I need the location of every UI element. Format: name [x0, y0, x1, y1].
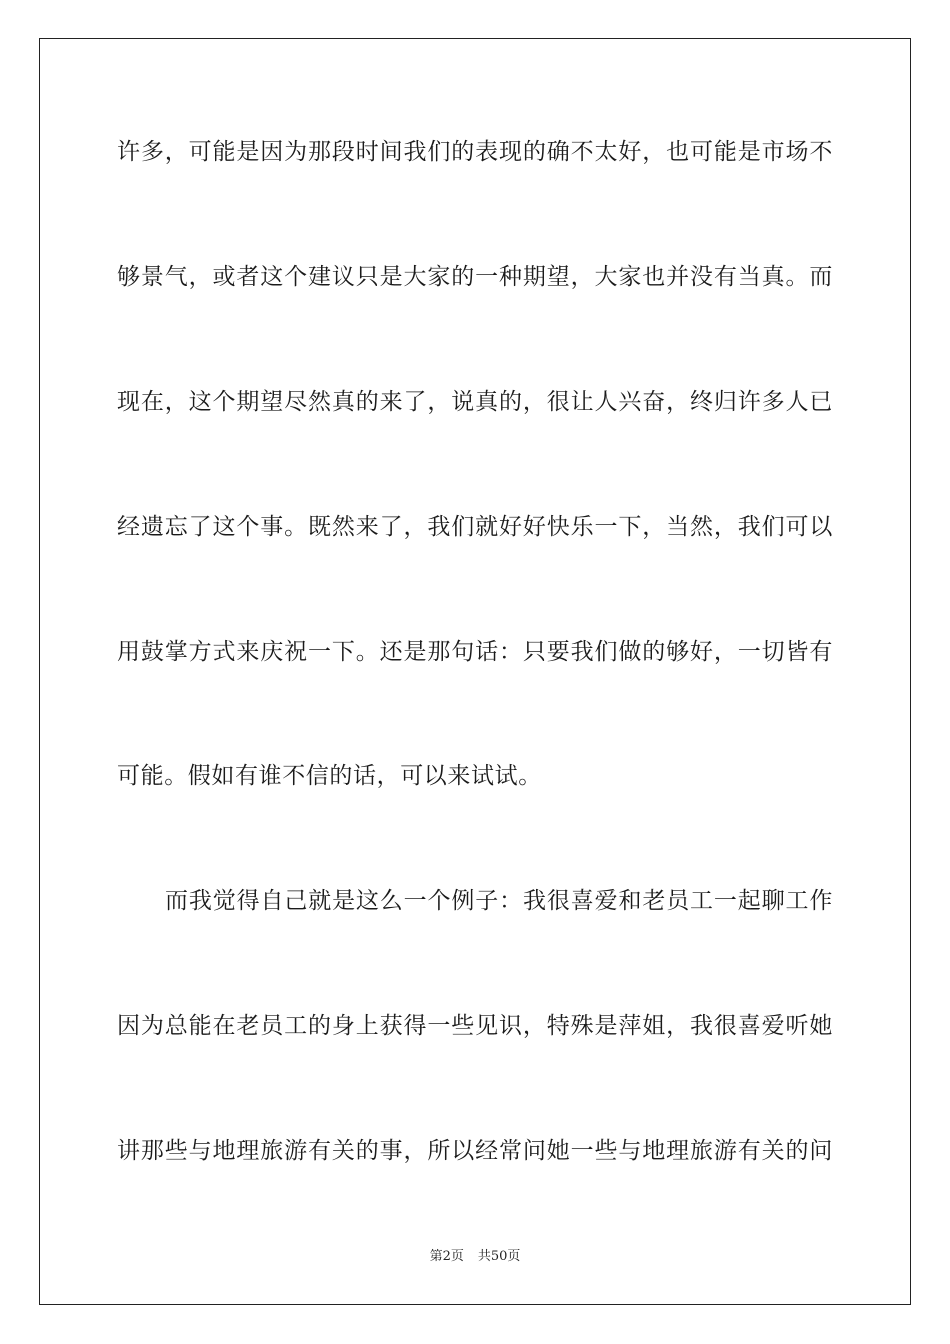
body-text-line: 经遗忘了这个事。既然来了，我们就好好快乐一下，当然，我们可以	[117, 514, 833, 540]
body-text-line: 现在，这个期望尽然真的来了，说真的，很让人兴奋，终归许多人已	[117, 389, 833, 415]
body-text-line: 因为总能在老员工的身上获得一些见识，特殊是萍姐，我很喜爱听她	[117, 1013, 833, 1039]
paragraph-first-line: 而我觉得自己就是这么一个例子：我很喜爱和老员工一起聊工作	[165, 888, 833, 914]
body-text-line: 许多，可能是因为那段时间我们的表现的确不太好，也可能是市场不	[117, 139, 833, 165]
page-border	[39, 38, 911, 1305]
body-text-line: 用鼓掌方式来庆祝一下。还是那句话：只要我们做的够好，一切皆有	[117, 639, 833, 665]
body-text-line: 够景气，或者这个建议只是大家的一种期望，大家也并没有当真。而	[117, 264, 833, 290]
page-total: 共50页	[477, 1249, 521, 1264]
page-footer	[0, 1248, 950, 1266]
page-number: 第2页	[429, 1249, 464, 1264]
body-text-line: 讲那些与地理旅游有关的事，所以经常问她一些与地理旅游有关的问	[117, 1138, 833, 1164]
body-text-line: 可能。假如有谁不信的话，可以来试试。	[117, 763, 542, 789]
